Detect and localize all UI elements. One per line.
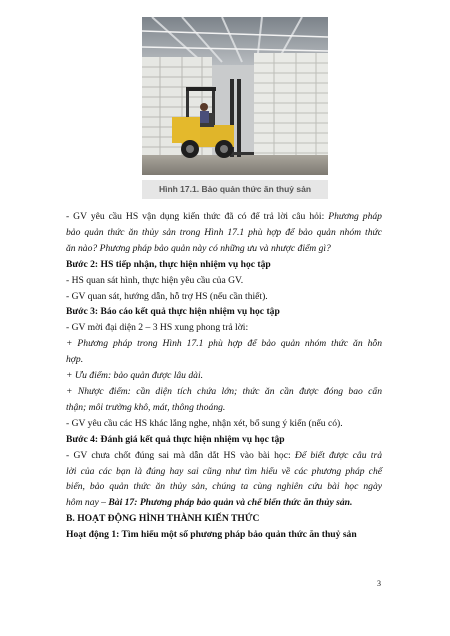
step-2-heading: Bước 2: HS tiếp nhận, thực hiện nhiệm vụ học tập bbox=[66, 258, 271, 270]
paragraph-line: - GV yêu cầu các HS khác lắng nghe, nhận xét, bổ sung ý kiến (nếu có). bbox=[66, 417, 343, 429]
paragraph-line bbox=[66, 448, 382, 464]
italic-span: Phương pháp bbox=[328, 211, 382, 222]
page-number: 3 bbox=[377, 579, 381, 588]
lesson-title-span: Bài 17: Phương pháp bảo quản và chế biến thức ăn thủy sản. bbox=[108, 497, 353, 509]
paragraph-line: thận; môi trường khô, mát, thông thoáng. bbox=[66, 401, 226, 413]
paragraph-line: + Nhược điểm: cần diện tích chứa lớn; thức ăn cần được đóng bao cẩn bbox=[66, 385, 382, 397]
italic-span: hôm nay – bbox=[66, 497, 109, 509]
paragraph-line: lời của các bạn là đúng hay sai cũng như tìm hiểu về các phương pháp chế bbox=[66, 465, 382, 477]
paragraph-line: + Ưu điểm: bảo quản được lâu dài. bbox=[66, 370, 204, 382]
paragraph-line bbox=[66, 495, 382, 511]
paragraph-line: biến, bảo quản thức ăn thủy sản, chúng ta cùng nghiên cứu bài học ngày bbox=[66, 481, 382, 493]
paragraph-line: - HS quan sát hình, thực hiện yêu cầu của GV. bbox=[66, 274, 244, 286]
paragraph-line: + Phương pháp trong Hình 17.1 phù hợp để bảo quản nhóm thức ăn hỗn bbox=[66, 338, 382, 350]
step-3-heading: Bước 3: Báo cáo kết quả thực hiện nhiệm vụ học tập bbox=[66, 306, 280, 318]
step-4-heading: Bước 4: Đánh giá kết quả thực hiện nhiệm vụ học tập bbox=[66, 433, 285, 445]
italic-span: Để biết được câu trả bbox=[294, 449, 382, 461]
paragraph-line: - GV quan sát, hướng dẫn, hỗ trợ HS (nếu cần thiết). bbox=[66, 290, 268, 302]
warehouse-forklift-photo bbox=[142, 17, 328, 175]
activity-1-heading: Hoạt động 1: Tìm hiểu một số phương pháp bảo quản thức ăn thuỷ sản bbox=[66, 529, 357, 541]
figure-caption: Hình 17.1. Bảo quản thức ăn thuỷ sản bbox=[142, 180, 328, 199]
paragraph-line bbox=[66, 209, 382, 225]
section-b-heading: B. HOẠT ĐỘNG HÌNH THÀNH KIẾN THỨC bbox=[66, 513, 260, 525]
paragraph-line: - GV mời đại diện 2 – 3 HS xung phong trả lời: bbox=[66, 322, 249, 334]
text-span: - GV yêu cầu HS vận dụng kiến thức đã có để trả lời câu hỏi: bbox=[66, 211, 329, 222]
text-span: - GV chưa chốt đúng sai mà dẫn dắt HS vào bài học: bbox=[66, 449, 295, 461]
lesson-body bbox=[66, 209, 382, 543]
paragraph-line: hợp. bbox=[66, 354, 84, 366]
paragraph-line: ăn nào? Phương pháp bảo quản này có những ưu và nhược điểm gì? bbox=[66, 242, 331, 254]
paragraph-line: bảo quản thức ăn thủy sản trong Hình 17.1 phù hợp để bảo quản nhóm thức bbox=[66, 226, 382, 238]
